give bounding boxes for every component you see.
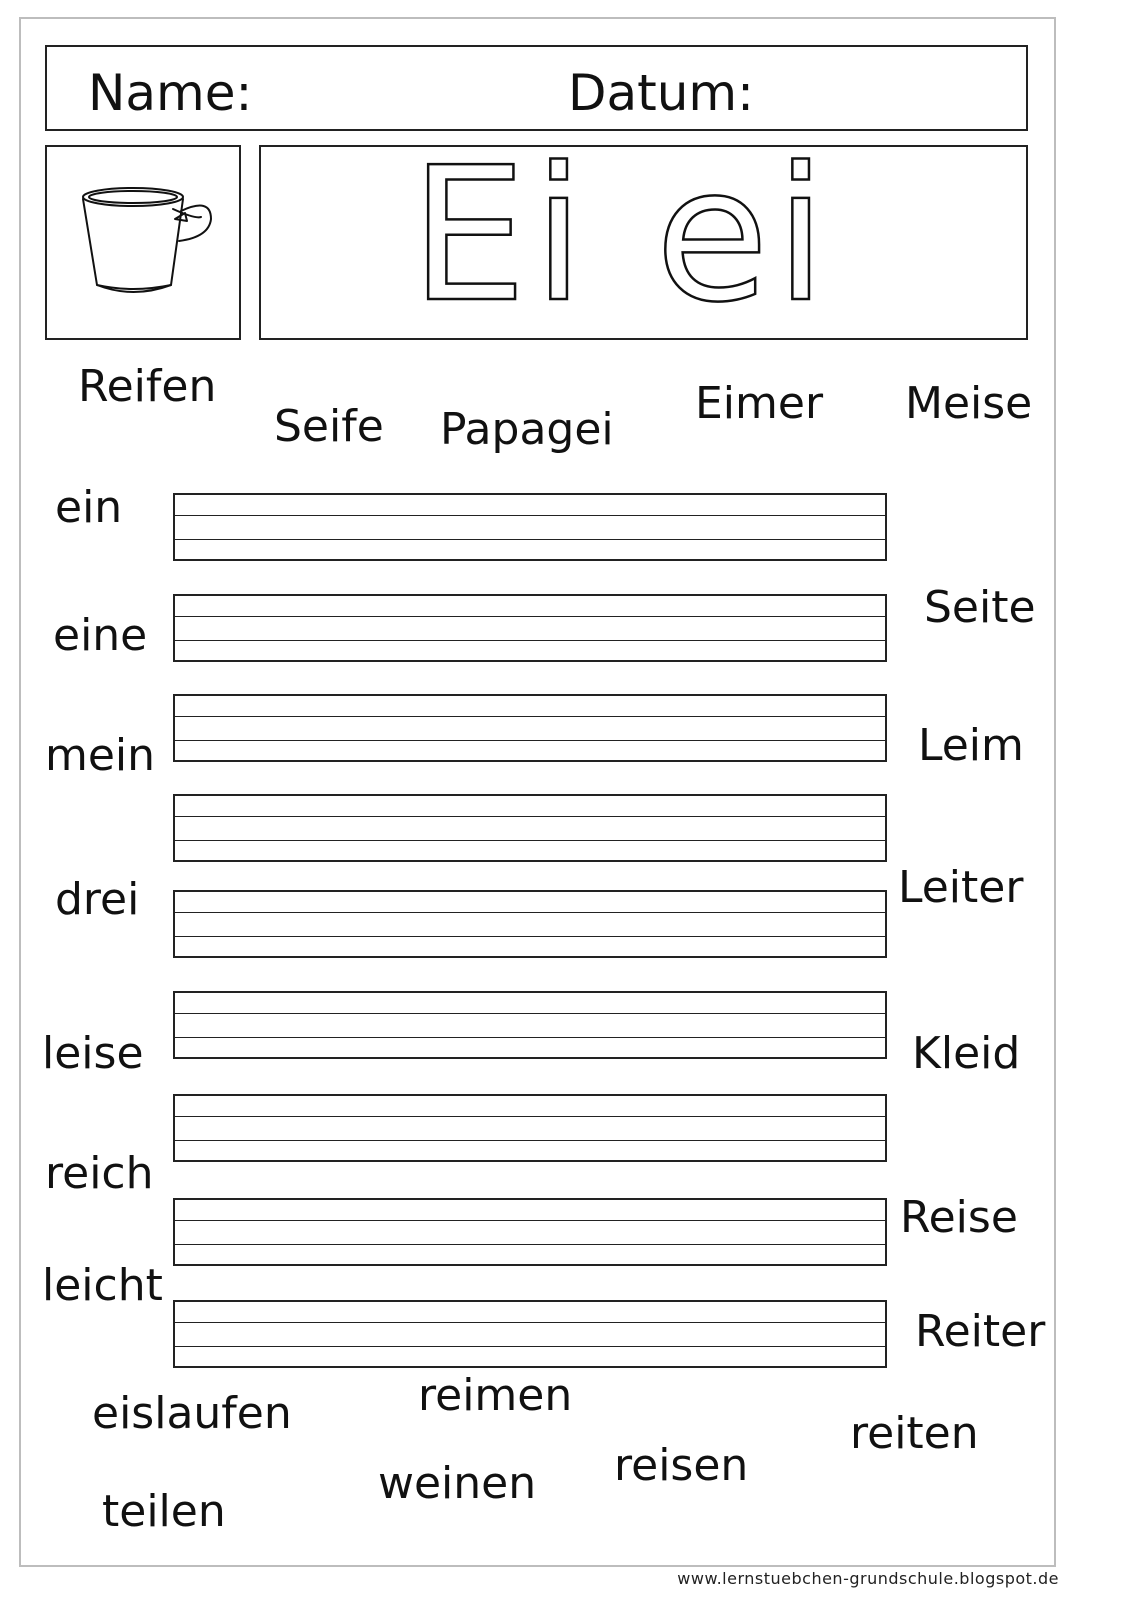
writing-line[interactable] bbox=[173, 493, 887, 561]
top-word-reifen: Reifen bbox=[78, 361, 217, 412]
writing-line[interactable] bbox=[173, 694, 887, 762]
title-letters: Ei ei bbox=[410, 127, 833, 343]
bottom-word-weinen: weinen bbox=[378, 1458, 537, 1509]
top-word-papagei: Papagei bbox=[440, 404, 614, 455]
left-word-leicht: leicht bbox=[42, 1260, 163, 1311]
writing-line[interactable] bbox=[173, 1300, 887, 1368]
top-word-meise: Meise bbox=[905, 378, 1033, 429]
footer-url: www.lernstuebchen-grundschule.blogspot.de bbox=[677, 1569, 1059, 1588]
right-word-reiter: Reiter bbox=[915, 1306, 1046, 1357]
left-word-eine: eine bbox=[53, 610, 148, 661]
picture-box bbox=[45, 145, 241, 340]
right-word-leiter: Leiter bbox=[898, 862, 1024, 913]
left-word-leise: leise bbox=[42, 1028, 144, 1079]
writing-line[interactable] bbox=[173, 1094, 887, 1162]
bottom-word-reimen: reimen bbox=[418, 1370, 573, 1421]
writing-line[interactable] bbox=[173, 991, 887, 1059]
left-word-reich: reich bbox=[45, 1148, 154, 1199]
name-label: Name: bbox=[88, 64, 253, 122]
top-word-seife: Seife bbox=[274, 401, 384, 452]
writing-line[interactable] bbox=[173, 890, 887, 958]
top-word-eimer: Eimer bbox=[695, 378, 824, 429]
bottom-word-reisen: reisen bbox=[614, 1440, 749, 1491]
left-word-drei: drei bbox=[55, 874, 140, 925]
left-word-mein: mein bbox=[45, 730, 156, 781]
writing-line[interactable] bbox=[173, 594, 887, 662]
bottom-word-reiten: reiten bbox=[850, 1408, 979, 1459]
right-word-kleid: Kleid bbox=[912, 1028, 1021, 1079]
writing-line[interactable] bbox=[173, 794, 887, 862]
bottom-word-eislaufen: eislaufen bbox=[92, 1388, 292, 1439]
bucket-icon bbox=[45, 145, 241, 340]
bottom-word-teilen: teilen bbox=[102, 1486, 226, 1537]
date-label: Datum: bbox=[568, 64, 754, 122]
left-word-ein: ein bbox=[55, 482, 123, 533]
right-word-reise: Reise bbox=[900, 1192, 1018, 1243]
right-word-leim: Leim bbox=[918, 720, 1024, 771]
right-word-seite: Seite bbox=[924, 582, 1036, 633]
writing-line[interactable] bbox=[173, 1198, 887, 1266]
